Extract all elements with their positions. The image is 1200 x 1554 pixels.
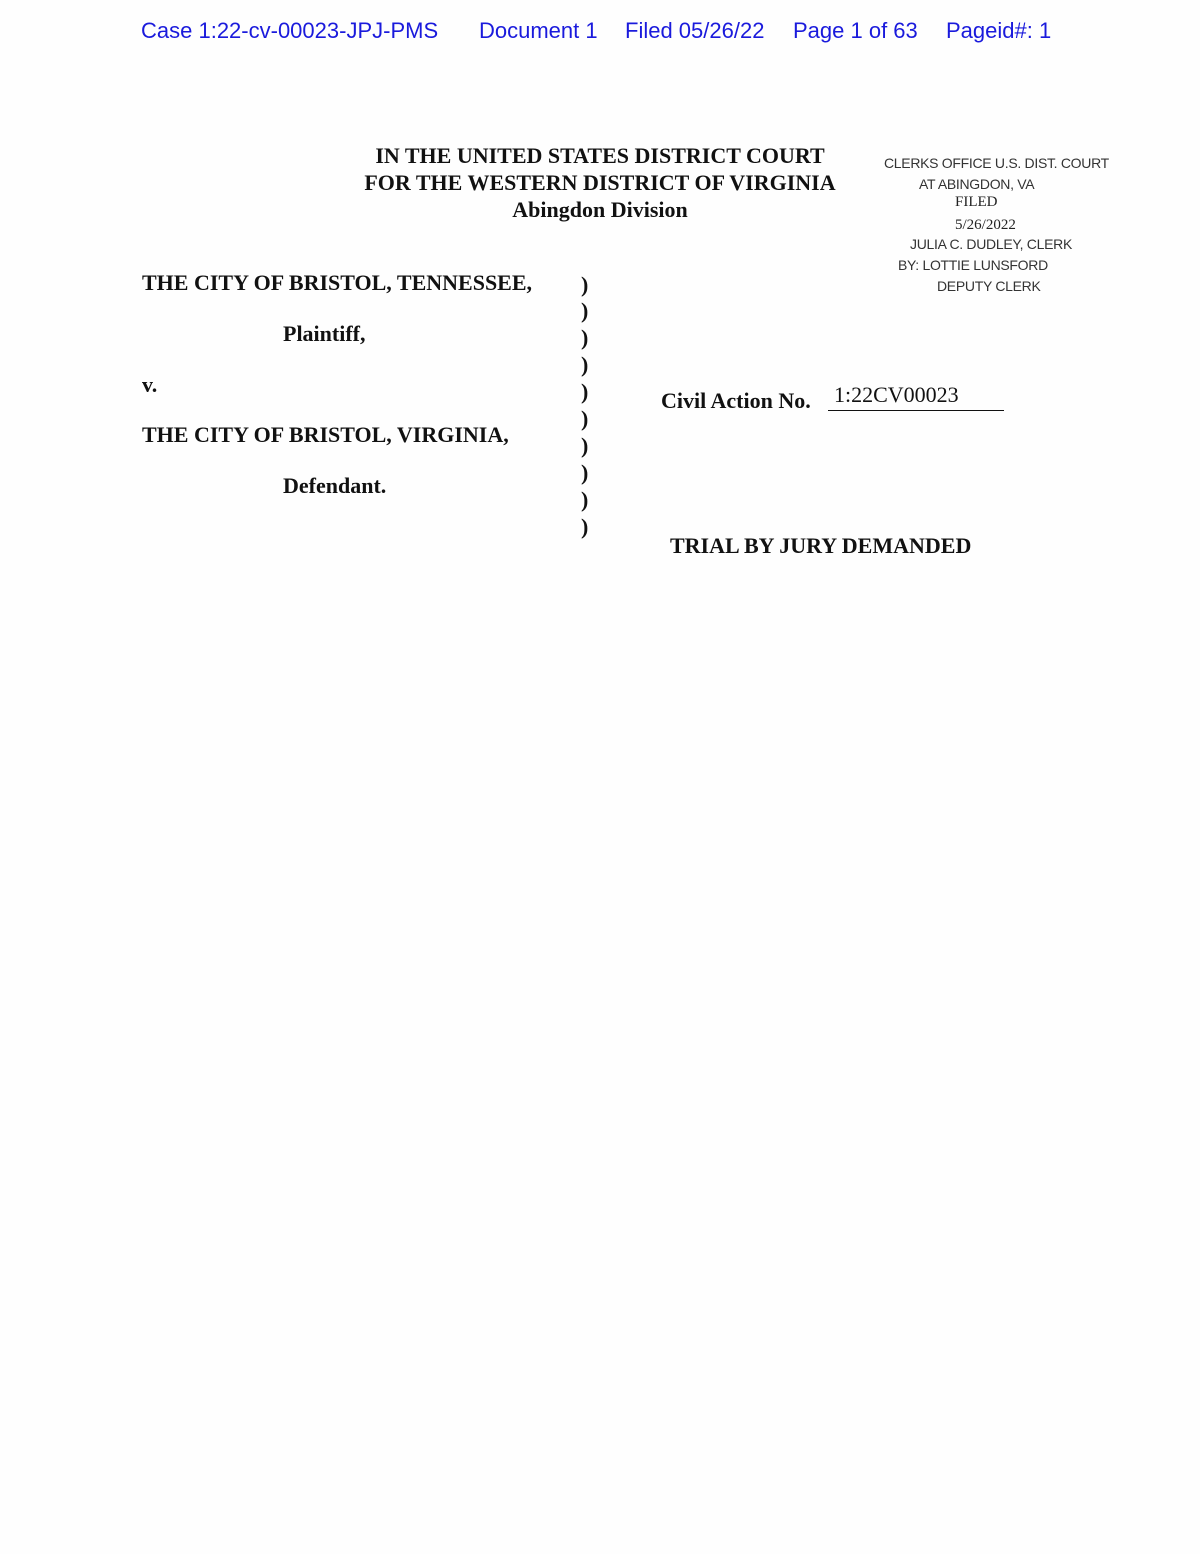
caption-paren: )	[581, 379, 589, 404]
stamp-line-2: AT ABINGDON, VA	[919, 176, 1035, 192]
caption-paren: )	[581, 460, 589, 485]
court-division: Abingdon Division	[512, 197, 688, 222]
stamp-date: 5/26/2022	[955, 217, 1016, 233]
caption-paren: )	[581, 433, 589, 458]
court-title	[340, 142, 860, 223]
stamp-deputy: DEPUTY CLERK	[937, 278, 1041, 294]
plaintiff-name: THE CITY OF BRISTOL, TENNESSEE,	[142, 270, 533, 295]
jury-demand: TRIAL BY JURY DEMANDED	[670, 533, 972, 558]
caption-paren: )	[581, 272, 589, 297]
caption-paren: )	[581, 514, 589, 539]
plaintiff-label: Plaintiff,	[283, 321, 366, 346]
court-line-1: IN THE UNITED STATES DISTRICT COURT	[375, 143, 825, 168]
caption-paren: )	[581, 298, 589, 323]
versus: v.	[142, 372, 158, 397]
defendant-name: THE CITY OF BRISTOL, VIRGINIA,	[142, 422, 509, 447]
document-number: Document 1	[479, 18, 598, 43]
stamp-line-1: CLERKS OFFICE U.S. DIST. COURT	[884, 155, 1109, 171]
court-line-2: FOR THE WESTERN DISTRICT OF VIRGINIA	[364, 170, 836, 195]
civil-action-label: Civil Action No.	[661, 388, 811, 413]
stamp-by: BY: LOTTIE LUNSFORD	[898, 257, 1048, 273]
page-id: Pageid#: 1	[946, 18, 1052, 43]
stamp-clerk: JULIA C. DUDLEY, CLERK	[910, 236, 1072, 252]
case-number: Case 1:22-cv-00023-JPJ-PMS	[141, 18, 439, 43]
filed-date: Filed 05/26/22	[625, 18, 765, 43]
defendant-label: Defendant.	[283, 473, 387, 498]
caption-paren: )	[581, 406, 589, 431]
caption-paren: )	[581, 487, 589, 512]
caption-paren: )	[581, 325, 589, 350]
caption-paren: )	[581, 352, 589, 377]
civil-action-number: 1:22CV00023	[828, 380, 1004, 411]
stamp-filed: FILED	[955, 194, 998, 210]
page-count: Page 1 of 63	[793, 18, 918, 43]
